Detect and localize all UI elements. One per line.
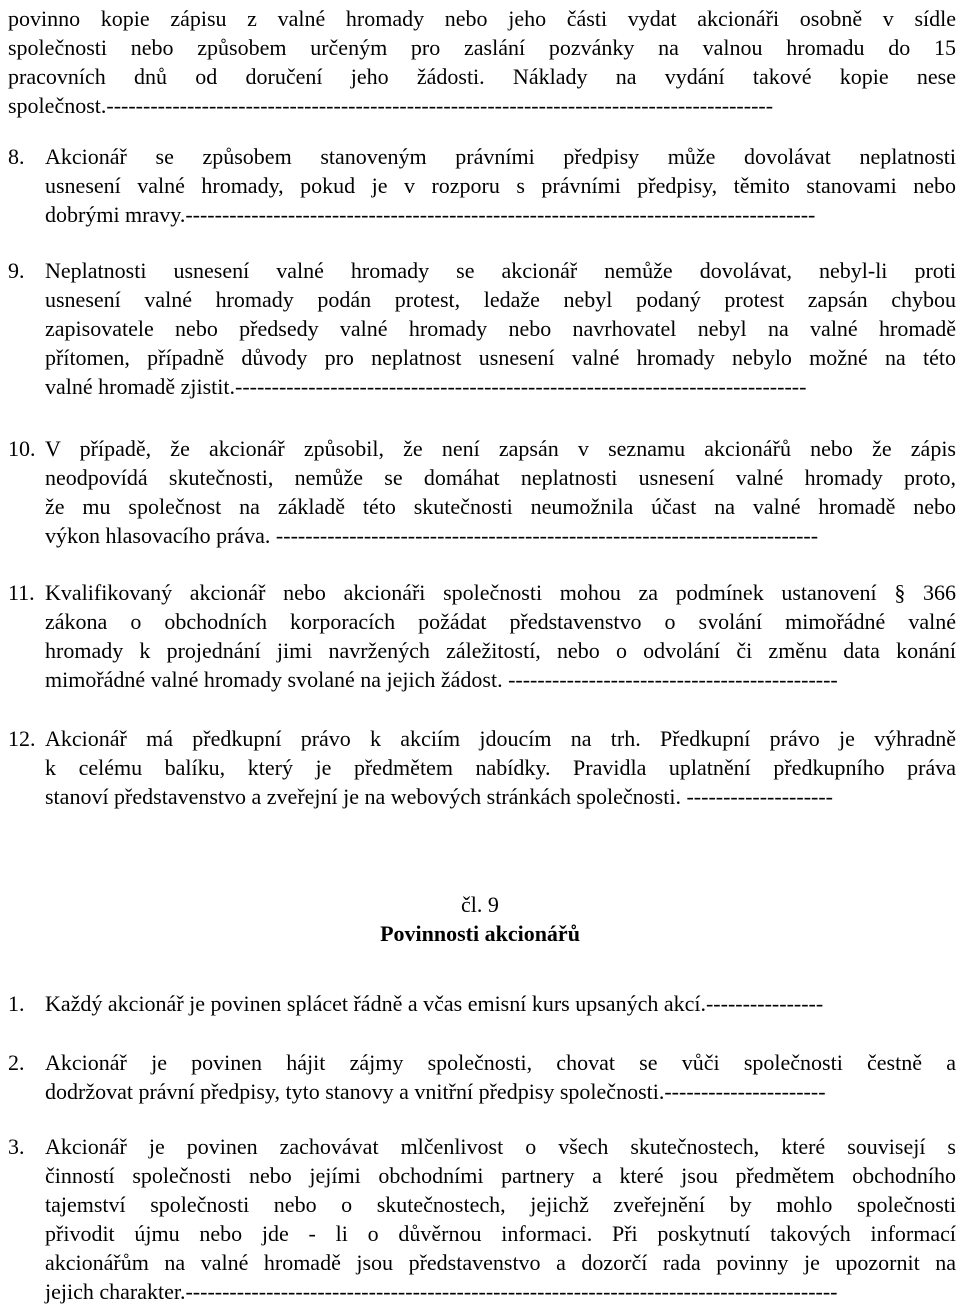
clause-line: Akcionář má předkupní právo k akciím jdoucím na trh. Předkupní právo je výhradně [45, 726, 956, 751]
clause-line: mimořádné valné hromady svolané na jejich žádost. --------------------------------------------- [45, 667, 838, 692]
clause-number: 12. [8, 726, 36, 751]
article-title: Povinnosti akcionářů [380, 921, 580, 946]
clause-line: hromady k projednání jimi navržených záležitostí, nebo o odvolání či změnu data konání [45, 638, 956, 663]
duty-line: akcionářům na valné hromadě jsou představenstvo a dozorčí rada povinny je upozornit na [45, 1250, 956, 1275]
duty-line: činností společnosti nebo jejími obchodními partnery a které jsou předmětem obchodního [45, 1163, 956, 1188]
clause-line: že mu společnost na základě této skutečnosti neumožnila účast na valné hromadě nebo [45, 494, 956, 519]
clause-line: stanoví představenstvo a zveřejní je na webových stránkách společnosti. -------------------- [45, 784, 833, 809]
clause-item-11 [8, 578, 956, 694]
clause-line: neodpovídá skutečnosti, nemůže se domáhat neplatnosti usnesení valné hromady proto, [45, 465, 956, 490]
clause-item-8 [8, 142, 956, 229]
article-heading: čl. 9 [461, 892, 499, 917]
clause-line: zapisovatele nebo předsedy valné hromady nebo navrhovatel nebyl na valné hromadě [45, 316, 956, 341]
clause-number: 11. [8, 580, 35, 605]
duty-line: Každý akcionář je povinen splácet řádně a včas emisní kurs upsaných akcí.---------------- [45, 991, 824, 1016]
clause-line: valné hromadě zjistit.------------------------------------------------------------------------------ [45, 374, 807, 399]
paragraph-line: pracovních dnů od doručení jeho žádosti. Náklady na vydání takové kopie nese [8, 64, 956, 89]
duty-line: tajemství společnosti nebo o skutečnostech, jejichž zveřejnění by mohlo společnosti [45, 1192, 956, 1217]
clause-line: usnesení valné hromady, pokud je v rozporu s právními předpisy, těmito stanovami nebo [45, 173, 956, 198]
duty-item-2 [8, 1048, 956, 1106]
duty-line: jejich charakter.----------------------------------------------------------------------------------------- [45, 1279, 838, 1304]
clause-line: usnesení valné hromady podán protest, ledaže nebyl podaný protest zapsán chybou [45, 287, 956, 312]
clause-line: Neplatnosti usnesení valné hromady se akcionář nemůže dovolávat, nebyl-li proti [45, 258, 956, 283]
duty-line: Akcionář je povinen hájit zájmy společnosti, chovat se vůči společnosti čestně a [45, 1050, 956, 1075]
clause-number: 9. [8, 258, 25, 283]
paragraph-line: společnosti nebo způsobem určeným pro zaslání pozvánky na valnou hromadu do 15 [8, 35, 956, 60]
continued-paragraph [8, 4, 956, 120]
clause-line: přítomen, případně důvody pro neplatnost usnesení valné hromady nebylo možné na této [45, 345, 956, 370]
paragraph-line: povinno kopie zápisu z valné hromady nebo jeho části vydat akcionáři osobně v sídle [8, 6, 956, 31]
clause-item-10 [8, 434, 956, 550]
clause-number: 10. [8, 436, 36, 461]
duty-line: dodržovat právní předpisy, tyto stanovy a vnitřní předpisy společnosti.---------------------- [45, 1079, 826, 1104]
duty-item-1 [8, 989, 956, 1018]
clause-line: Akcionář se způsobem stanoveným právními předpisy může dovolávat neplatnosti [45, 144, 956, 169]
duty-number: 1. [8, 991, 25, 1016]
clause-line: k celému balíku, který je předmětem nabídky. Pravidla uplatnění předkupního práva [45, 755, 956, 780]
clause-line: V případě, že akcionář způsobil, že není zapsán v seznamu akcionářů nebo že zápis [45, 436, 956, 461]
clause-line: zákona o obchodních korporacích požádat představenstvo o svolání mimořádné valné [45, 609, 956, 634]
clause-line: výkon hlasovacího práva. -------------------------------------------------------------------------- [45, 523, 819, 548]
clause-line: Kvalifikovaný akcionář nebo akcionáři společnosti mohou za podmínek ustanovení § 366 [45, 580, 956, 605]
clause-line: dobrými mravy.-------------------------------------------------------------------------------------- [45, 202, 816, 227]
clause-number: 8. [8, 144, 25, 169]
duty-line: přivodit újmu nebo jde - li o důvěrnou informaci. Při poskytnutí takových informací [45, 1221, 956, 1246]
duty-item-3 [8, 1132, 956, 1306]
duty-number: 3. [8, 1134, 25, 1159]
duty-number: 2. [8, 1050, 25, 1075]
paragraph-line: společnost.------------------------------------------------------------------------------------------- [8, 93, 774, 118]
clause-item-9 [8, 256, 956, 401]
clause-item-12 [8, 724, 956, 811]
duty-line: Akcionář je povinen zachovávat mlčenlivost o všech skutečnostech, které souvisejí s [45, 1134, 956, 1159]
